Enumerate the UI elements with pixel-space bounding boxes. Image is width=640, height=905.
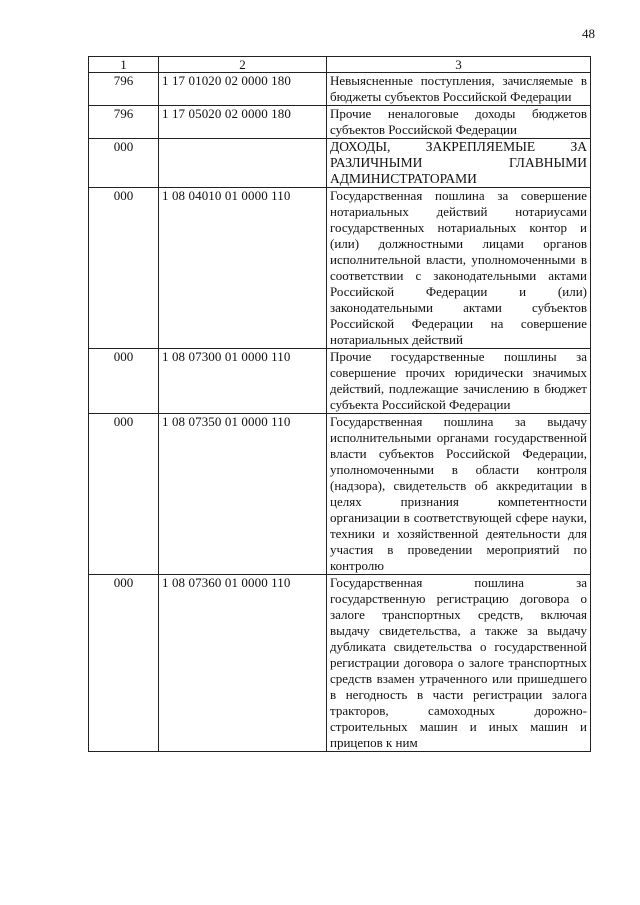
admin-code-cell: 000: [89, 139, 159, 188]
description-cell: Прочие государственные пошлины за совершение прочих юридически значимых действий, подлежащие зачислению в бюджет субъекта Российской Федерации: [327, 349, 591, 414]
budget-code-cell: 1 08 04010 01 0000 110: [159, 188, 327, 349]
description-cell: Прочие неналоговые доходы бюджетов субъектов Российской Федерации: [327, 106, 591, 139]
description-cell: Государственная пошлина за государственную регистрацию договора о залоге транспортных средств, включая выдачу свидетельства, а также за выдачу дубликата свидетельства о государственной регистрации договора о залоге транспортных средств взамен утраченного или пришедшего в негодность в части регистрации залога тракторов, самоходных дорожно-строительных машин и иных машин и прицепов к ним: [327, 575, 591, 752]
description-cell: Государственная пошлина за совершение нотариальных действий нотариусами государственных нотариальных контор и (или) должностными лицами органов исполнительной власти, уполномоченными в соответствии с законодательными актами Российской Федерации и (или) законодательными актами субъектов Российской Федерации на совершение нотариальных действий: [327, 188, 591, 349]
table-row: [89, 414, 591, 575]
table-row: [89, 188, 591, 349]
section-heading-cell: ДОХОДЫ, ЗАКРЕПЛЯЕМЫЕ ЗА РАЗЛИЧНЫМИ ГЛАВНЫМИ АДМИНИСТРАТОРАМИ: [327, 139, 591, 188]
table-row: [89, 349, 591, 414]
table-header-row: [89, 57, 591, 73]
admin-code-cell: 000: [89, 575, 159, 752]
description-cell: Государственная пошлина за выдачу исполнительными органами государственной власти субъектов Российской Федерации, уполномоченными в области контроля (надзора), свидетельств об аккредитации в целях признания компетентности организации в соответствующей сфере науки, техники и хозяйственной деятельности для участия в проведении мероприятий по контролю: [327, 414, 591, 575]
budget-code-cell: 1 17 05020 02 0000 180: [159, 106, 327, 139]
admin-code-cell: 796: [89, 73, 159, 106]
revenue-codes-table: [88, 56, 591, 752]
table-row: [89, 73, 591, 106]
budget-code-cell: 1 08 07360 01 0000 110: [159, 575, 327, 752]
admin-code-cell: 796: [89, 106, 159, 139]
admin-code-cell: 000: [89, 188, 159, 349]
description-cell: Невыясненные поступления, зачисляемые в бюджеты субъектов Российской Федерации: [327, 73, 591, 106]
table-row: [89, 139, 591, 188]
admin-code-cell: 000: [89, 349, 159, 414]
column-header-1: 1: [89, 57, 159, 73]
table-row: [89, 575, 591, 752]
budget-code-cell: 1 08 07350 01 0000 110: [159, 414, 327, 575]
table-row: [89, 106, 591, 139]
page-number: 48: [582, 26, 595, 41]
column-header-2: 2: [159, 57, 327, 73]
budget-code-cell: 1 08 07300 01 0000 110: [159, 349, 327, 414]
column-header-3: 3: [327, 57, 591, 73]
budget-code-cell: 1 17 01020 02 0000 180: [159, 73, 327, 106]
admin-code-cell: 000: [89, 414, 159, 575]
budget-code-cell: [159, 139, 327, 188]
